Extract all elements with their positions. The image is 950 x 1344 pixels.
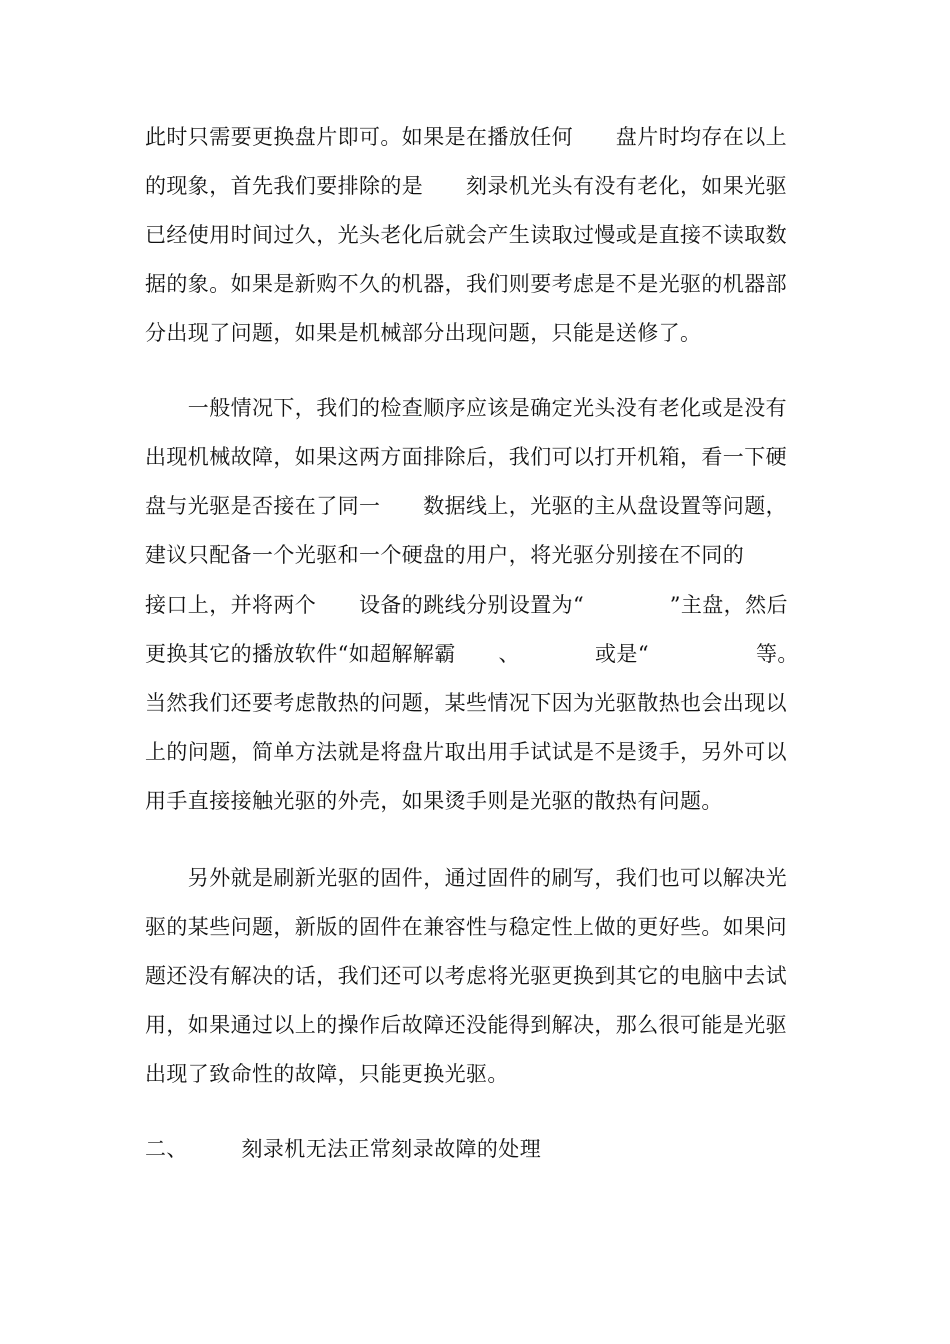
text-line: 建议只配备一个光驱和一个硬盘的用户，将光驱分别接在不同的 xyxy=(145,543,745,567)
text-line: 用，如果通过以上的操作后故障还没能得到解决，那么很可能是光驱 xyxy=(145,1013,787,1037)
text-line: 此时只需要更换盘片即可。如果是在播放任何 盘片时均存在以上 xyxy=(145,125,787,149)
text-line: 的现象，首先我们要排除的是 刻录机光头有没有老化，如果光驱 xyxy=(145,174,787,198)
text-line: 据的象。如果是新购不久的机器，我们则要考虑是不是光驱的机器部 xyxy=(145,272,787,296)
text-line: 更换其它的播放软件“如超解解霸 、 或是“ 等。 xyxy=(145,642,799,666)
text-line: 已经使用时间过久，光头老化后就会产生读取过慢或是直接不读取数 xyxy=(145,223,787,247)
text-line: 另外就是刷新光驱的固件，通过固件的刷写，我们也可以解决光 xyxy=(145,866,787,890)
text-line: 题还没有解决的话，我们还可以考虑将光驱更换到其它的电脑中去试 xyxy=(145,964,787,988)
text-line: 出现了致命性的故障，只能更换光驱。 xyxy=(145,1062,509,1086)
text-line: 当然我们还要考虑散热的问题，某些情况下因为光驱散热也会出现以 xyxy=(145,691,787,715)
section-heading: 二、 刻录机无法正常刻录故障的处理 xyxy=(145,1137,542,1161)
text-line: 上的问题，简单方法就是将盘片取出用手试试是不是烫手，另外可以 xyxy=(145,740,787,764)
text-line: 一般情况下，我们的检查顺序应该是确定光头没有老化或是没有 xyxy=(145,396,787,420)
text-line: 分出现了问题，如果是机械部分出现问题，只能是送修了。 xyxy=(145,321,702,345)
text-line: 盘与光驱是否接在了同一 数据线上，光驱的主从盘设置等问题， xyxy=(145,494,787,518)
text-line: 驱的某些问题，新版的固件在兼容性与稳定性上做的更好些。如果问 xyxy=(145,915,787,939)
text-line: 用手直接接触光驱的外壳，如果烫手则是光驱的散热有问题。 xyxy=(145,789,723,813)
text-line: 出现机械故障，如果这两方面排除后，我们可以打开机箱，看一下硬 xyxy=(145,445,787,469)
text-line: 接口上，并将两个 设备的跳线分别设置为“ ”主盘，然后 xyxy=(145,593,788,617)
